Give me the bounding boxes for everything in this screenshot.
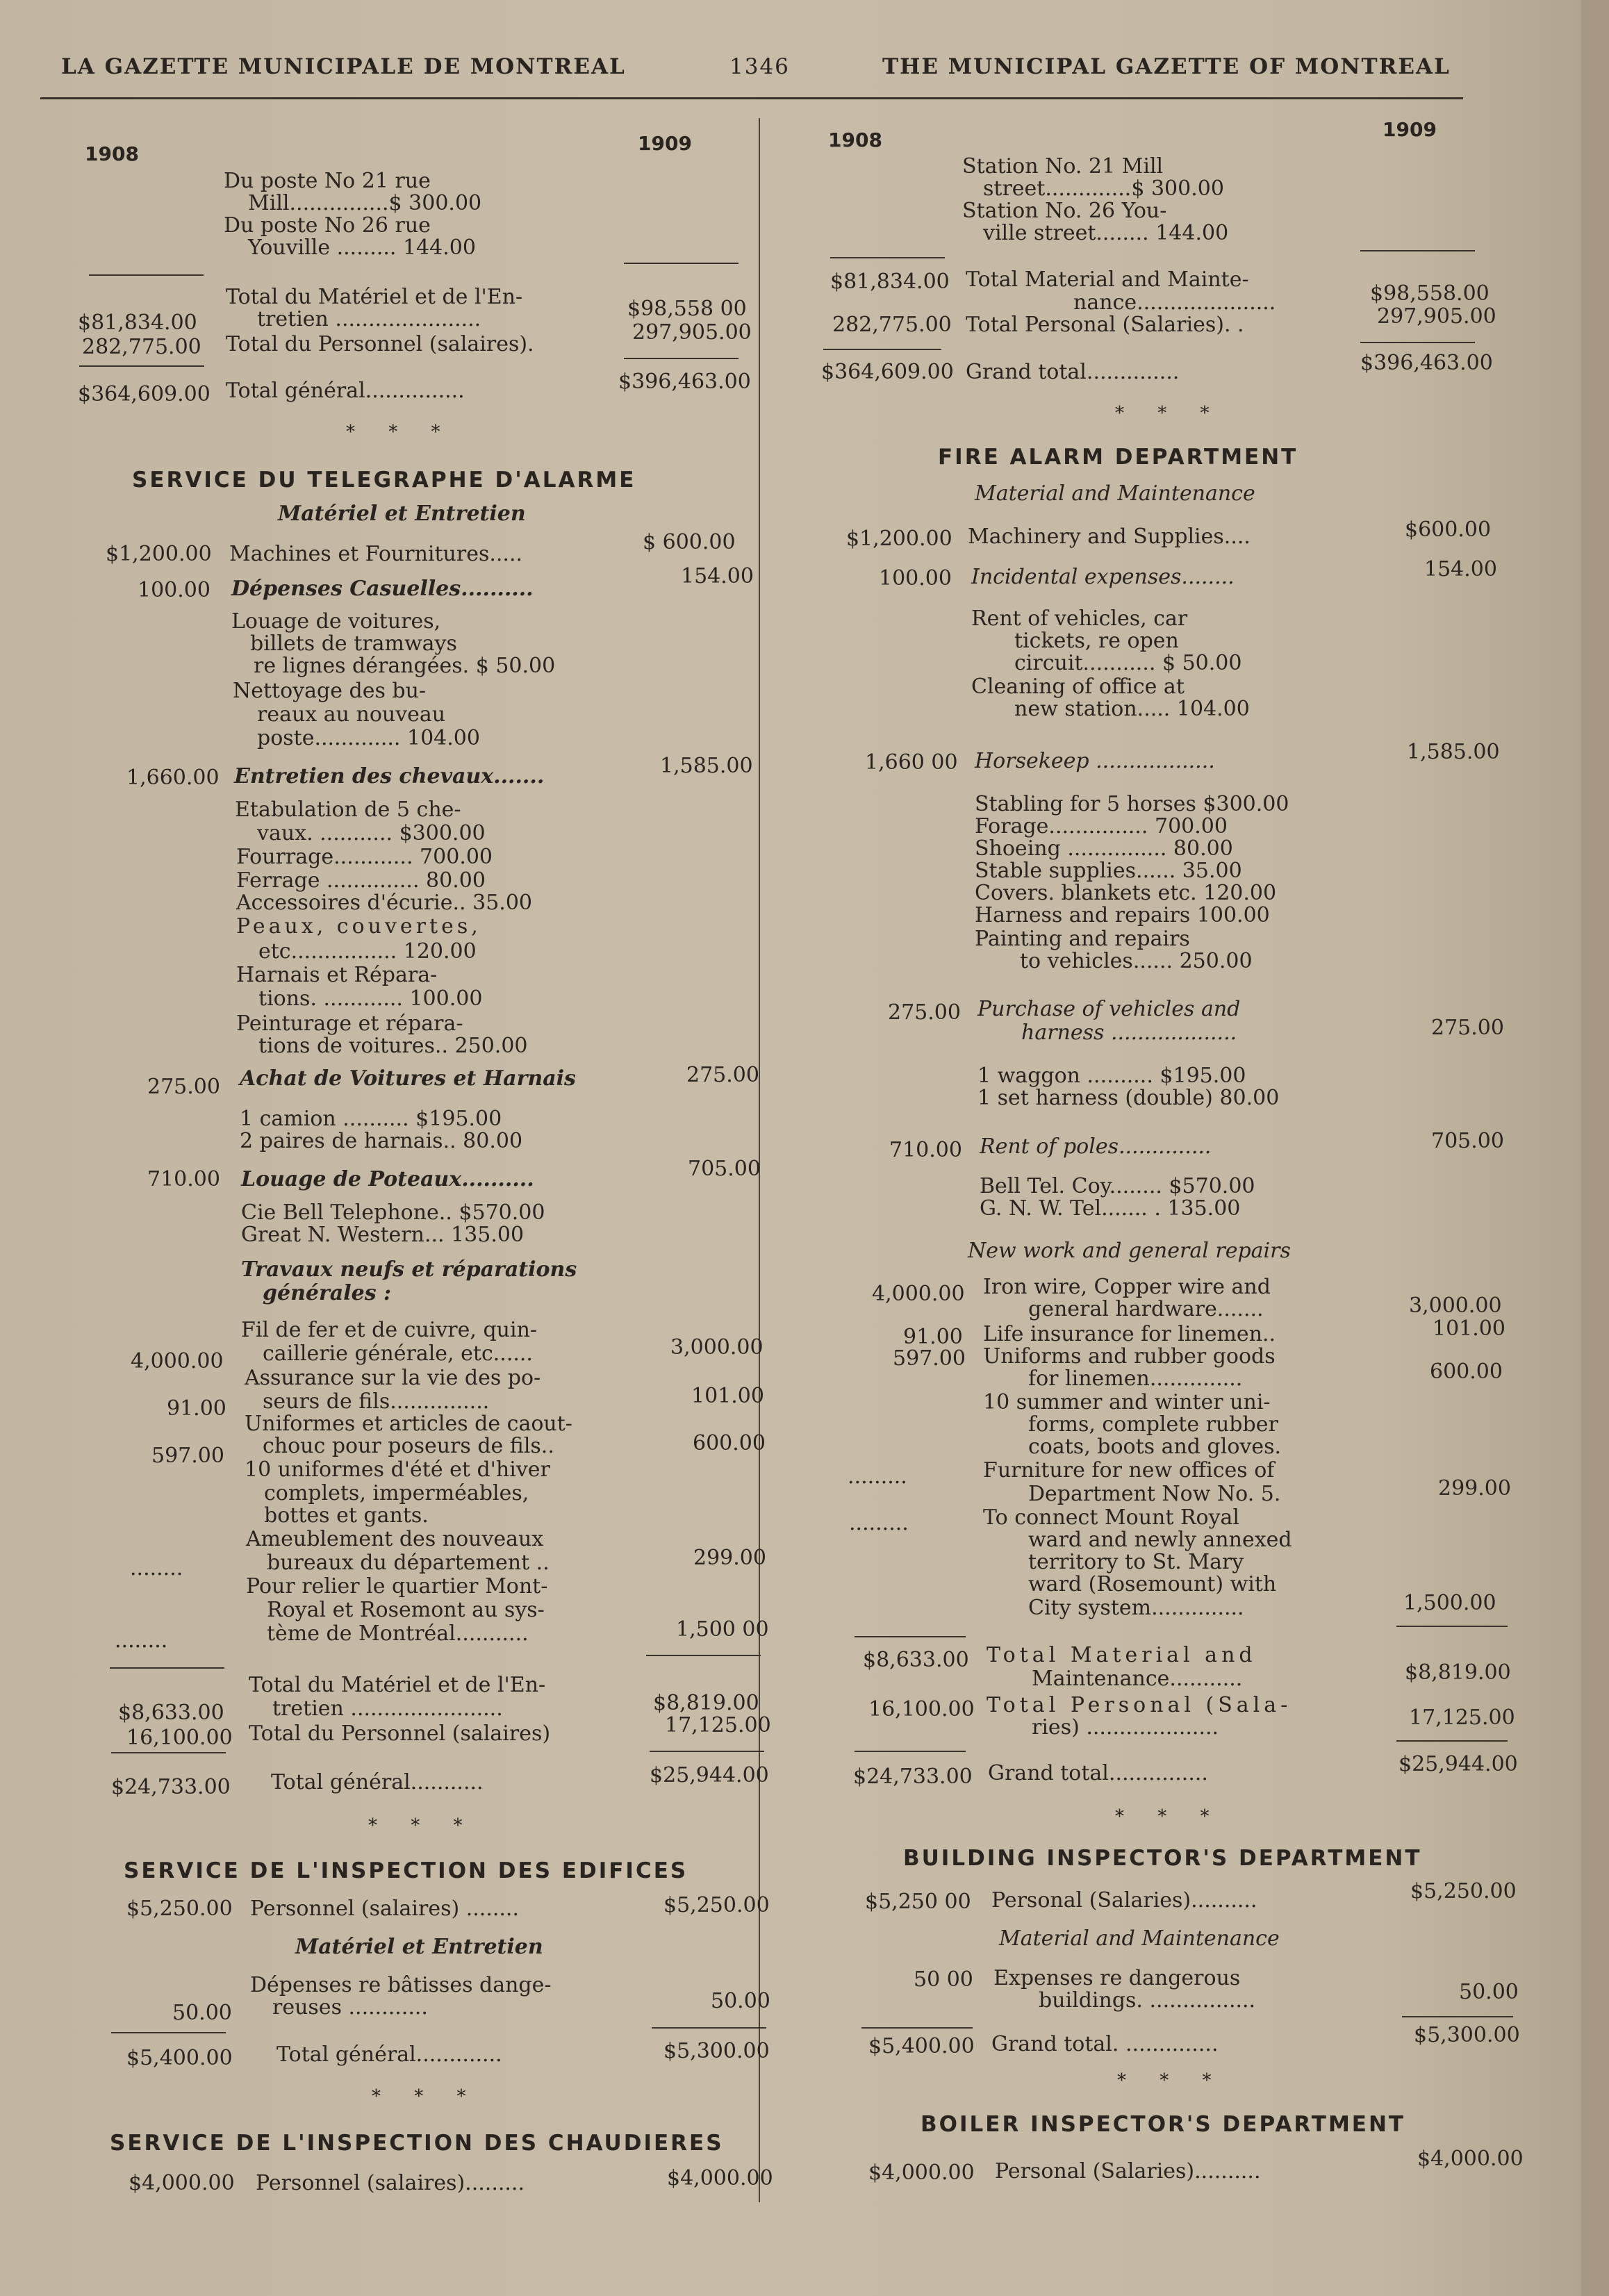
page-edge [1581,0,1609,2296]
text-line: Forage............... 700.00 [975,814,1228,839]
value-1908: 50 00 [914,1967,973,1992]
text-line: 1 camion .......... $195.00 [240,1107,502,1131]
text-line: Total Material and Mainte- [966,267,1249,292]
value-1908: $1,200.00 [106,542,212,566]
value-1909: 3,000.00 [1409,1294,1502,1318]
text-line: Machinery and Supplies.... [968,525,1251,549]
text-line: Shoeing ............... 80.00 [975,836,1233,861]
text-line: ville street........ 144.00 [983,221,1229,245]
value-1908: 4,000.00 [131,1349,224,1373]
text-line: Cleaning of office at [971,675,1185,699]
text-line: for linemen.............. [1028,1366,1243,1391]
text-line: Uniforms and rubber goods [983,1344,1276,1369]
text-line: Uniformes et articles de caout- [245,1412,572,1436]
text-line: Personnel (salaires) ........ [250,1897,519,1921]
value-1908: ......... [849,1511,909,1535]
text-line: Assurance sur la vie des po- [245,1366,541,1390]
value-1908: 4,000.00 [872,1282,965,1306]
text-line: Accessoires d'écurie.. 35.00 [236,891,533,915]
subsection-title: Material and Maintenance [999,1926,1280,1951]
text-line: ward (Rosemount) with [1028,1572,1277,1596]
subsection-title: Matériel et Entretien [278,502,526,526]
total-rule [650,1751,764,1752]
text-line: Horsekeep .................. [975,749,1215,773]
total-rule [1360,250,1475,251]
text-line: Grand total.............. [966,360,1180,384]
text-line: tickets, re open [1014,629,1179,653]
text-line: re lignes dérangées. $ 50.00 [254,654,556,678]
total-rule [624,358,739,359]
total-rule [111,1752,226,1753]
value-1909: $98,558.00 [1370,281,1490,306]
value-1909: $600.00 [1405,518,1492,542]
value-1908: 91.00 [903,1325,963,1349]
text-line: Dépenses Casuelles.......... [231,577,534,601]
text-line: Rent of poles.............. [980,1134,1212,1159]
value-1909: 1,585.00 [1407,740,1500,764]
text-line: Youville ......... 144.00 [248,236,476,260]
separator-stars: * * * [372,2086,480,2107]
text-line: Royal et Rosemont au sys- [267,1598,545,1622]
value-1908: 282,775.00 [832,313,952,337]
subsection-title: New work and general repairs [968,1239,1291,1263]
text-line: Louage de voitures, [231,609,441,634]
text-line: Pour relier le quartier Mont- [246,1574,548,1599]
text-line: buildings. ................ [1039,1988,1256,2013]
value-1908: $24,733.00 [853,1765,973,1789]
text-line: nance..................... [1073,290,1276,315]
text-line: Machines et Fournitures..... [229,542,523,566]
text-line: territory to St. Mary [1028,1550,1244,1574]
section-title: SERVICE DE L'INSPECTION DES CHAUDIERES [110,2131,724,2156]
total-rule [1396,1626,1508,1627]
separator-stars: * * * [1115,403,1223,424]
total-rule [111,2032,226,2033]
value-1908: 100.00 [879,566,952,590]
text-line: Stabling for 5 horses $300.00 [975,792,1289,816]
value-1908: 282,775.00 [82,335,201,359]
text-line: Covers. blankets etc. 120.00 [975,881,1277,905]
text-line: reaux au nouveau [257,702,446,727]
total-rule [624,263,739,264]
text-line: Bell Tel. Coy........ $570.00 [980,1174,1255,1198]
value-1909: 705.00 [688,1157,761,1181]
value-1909: $98,558 00 [627,297,747,321]
value-1908: $24,733.00 [111,1775,231,1799]
total-rule [861,2027,973,2029]
text-line: Department Now No. 5. [1028,1482,1281,1506]
text-line: ward and newly annexed [1028,1528,1292,1552]
value-1909: 17,125.00 [1409,1706,1515,1730]
value-1908: 597.00 [151,1444,224,1468]
text-line: Dépenses re bâtisses dange- [250,1973,552,1997]
total-rule [652,2027,766,2029]
value-1908: $5,250.00 [126,1897,233,1921]
value-1908: $8,633.00 [863,1648,969,1672]
year-1909-label: 1909 [638,132,692,155]
subsection-title: générales : [263,1281,392,1305]
text-line: Total du Matériel et de l'En- [226,285,523,309]
value-1909: $5,300.00 [663,2039,770,2063]
year-1909-label: 1909 [1383,118,1437,141]
value-1909: 50.00 [711,1989,770,2013]
value-1908: 1,660 00 [865,750,958,775]
text-line: circuit........... $ 50.00 [1014,651,1242,675]
value-1909: $5,300.00 [1414,2023,1520,2047]
text-line: 1 set harness (double) 80.00 [977,1086,1280,1110]
text-line: Personal (Salaries).......... [995,2159,1261,2183]
text-line: tions. ............ 100.00 [258,986,483,1011]
text-line: City system.............. [1028,1596,1244,1620]
section-title: FIRE ALARM DEPARTMENT [938,445,1298,470]
text-line: Du poste No 21 rue [224,169,431,193]
separator-stars: * * * [346,422,454,443]
value-1908: $1,200.00 [846,527,952,551]
text-line: vaux. ........... $300.00 [257,821,486,845]
text-line: Iron wire, Copper wire and [983,1275,1271,1299]
value-1909: 17,125.00 [665,1713,771,1737]
text-line: Total général........... [271,1770,484,1794]
text-line: Fil de fer et de cuivre, quin- [241,1318,538,1342]
text-line: reuses ............ [272,1995,428,2020]
total-rule [823,349,941,350]
text-line: tretien ...................... [257,307,481,331]
text-line: complets, imperméables, [264,1481,529,1505]
subsection-title: Matériel et Entretien [295,1935,543,1959]
total-rule [646,1655,761,1656]
text-line: etc................ 120.00 [258,939,477,964]
value-1909: $ 600.00 [643,530,736,554]
text-line: Station No. 26 You- [962,199,1167,223]
value-1909: 1,585.00 [660,754,753,778]
text-line: Total général............. [277,2042,502,2067]
text-line: Peaux, couvertes, [236,914,481,939]
total-rule [1396,1740,1508,1742]
value-1908: ......... [848,1464,907,1489]
value-1909: $8,819.00 [1405,1660,1511,1685]
text-line: new station..... 104.00 [1014,697,1250,721]
value-1908: $4,000.00 [129,2171,235,2195]
total-rule [1402,2016,1513,2017]
value-1908: $81,834.00 [78,311,197,335]
text-line: Peinturage et répara- [236,1011,463,1036]
value-1909: $5,250.00 [1410,1879,1517,1903]
text-line: Total du Matériel et de l'En- [249,1673,546,1697]
value-1908: 1,660.00 [126,766,220,790]
text-line: Nettoyage des bu- [233,679,427,703]
text-line: tretien ....................... [272,1696,503,1721]
page-number: 1346 [729,54,790,79]
text-line: To connect Mount Royal [983,1505,1240,1530]
text-line: Expenses re dangerous [993,1966,1241,1990]
text-line: caillerie générale, etc...... [263,1341,533,1366]
text-line: 10 summer and winter uni- [983,1390,1271,1414]
header-rule [40,97,1463,99]
text-line: Purchase of vehicles and [977,997,1241,1021]
value-1908: $5,400.00 [126,2046,233,2070]
text-line: Stable supplies...... 35.00 [975,859,1242,883]
text-line: Painting and repairs [975,927,1190,951]
text-line: ries) .................... [1032,1715,1219,1740]
text-line: Personnel (salaires)......... [256,2171,525,2195]
value-1909: $396,463.00 [618,370,751,394]
value-1908: 710.00 [147,1167,220,1191]
text-line: tions de voitures.. 250.00 [258,1034,528,1058]
text-line: Personal (Salaries).......... [991,1888,1257,1913]
text-line: Ferrage .............. 80.00 [236,868,486,893]
value-1908: $364,609.00 [821,360,954,384]
text-line: bureaux du département .. [267,1551,550,1575]
value-1908: 597.00 [893,1346,966,1371]
value-1908: 91.00 [167,1396,226,1421]
text-line: Total Personal (Sala- [987,1693,1292,1717]
value-1908: 275.00 [888,1000,961,1025]
text-line: G. N. W. Tel....... . 135.00 [980,1196,1241,1221]
section-title: BUILDING INSPECTOR'S DEPARTMENT [903,1846,1422,1871]
text-line: Cie Bell Telephone.. $570.00 [241,1200,545,1225]
total-rule [79,365,204,367]
text-line: Station No. 21 Mill [962,154,1164,179]
total-rule [830,257,945,258]
text-line: Harnais et Répara- [236,963,438,987]
text-line: Grand total. .............. [991,2032,1219,2056]
text-line: 1 waggon .......... $195.00 [977,1064,1246,1088]
total-rule [855,1751,966,1752]
year-1908-label: 1908 [85,142,139,165]
text-line: Louage de Poteaux.......... [241,1167,534,1191]
value-1908: $364,609.00 [78,382,211,406]
total-rule [855,1636,966,1637]
subsection-title: Material and Maintenance [975,481,1255,506]
value-1908: 710.00 [889,1138,962,1162]
text-line: Mill...............$ 300.00 [248,191,482,215]
value-1909: $8,819.00 [653,1691,759,1715]
text-line: Furniture for new offices of [983,1458,1275,1483]
section-title: SERVICE DE L'INSPECTION DES EDIFICES [124,1858,688,1883]
header-english-title: THE MUNICIPAL GAZETTE OF MONTREAL [882,54,1451,79]
text-line: Total du Personnel (salaires) [249,1721,551,1746]
total-rule [110,1667,224,1669]
value-1908: $5,400.00 [868,2034,975,2058]
text-line: Total général............... [226,379,465,403]
value-1908: ........ [130,1556,183,1580]
separator-stars: * * * [1117,2070,1226,2091]
value-1908: 275.00 [147,1075,220,1099]
text-line: tème de Montréal........... [267,1621,529,1646]
text-line: Total Material and [987,1643,1257,1667]
text-line: street.............$ 300.00 [983,176,1224,201]
text-line: Grand total............... [988,1761,1208,1785]
value-1908: $4,000.00 [868,2161,975,2185]
text-line: Total Personal (Salaries). . [966,313,1244,337]
total-rule [1360,342,1475,343]
text-line: Maintenance........... [1032,1667,1243,1691]
text-line: Entretien des chevaux....... [234,764,545,788]
value-1908: 50.00 [172,2001,232,2025]
text-line: Incidental expenses........ [971,565,1235,589]
text-line: Du poste No 26 rue [224,213,431,238]
text-line: bottes et gants. [264,1503,429,1528]
value-1909: 299.00 [693,1546,766,1570]
text-line: Etabulation de 5 che- [235,798,461,822]
value-1909: 154.00 [1424,557,1497,581]
text-line: poste............. 104.00 [257,726,480,750]
value-1908: 16,100.00 [126,1726,233,1750]
value-1909: 297,905.00 [632,320,752,345]
text-line: chouc pour poseurs de fils.. [263,1434,554,1458]
value-1908: 16,100.00 [868,1697,975,1721]
value-1909: 275.00 [686,1063,759,1087]
text-line: general hardware....... [1028,1297,1264,1321]
value-1908: $8,633.00 [118,1701,224,1725]
value-1909: 600.00 [693,1431,766,1455]
value-1909: 299.00 [1438,1476,1511,1501]
value-1909: 154.00 [681,564,754,588]
text-line: coats, boots and gloves. [1028,1435,1282,1459]
text-line: billets de tramways [250,631,457,656]
value-1909: 1,500 00 [676,1617,769,1642]
value-1909: 297,905.00 [1377,304,1496,329]
value-1909: 3,000.00 [670,1335,764,1360]
text-line: Achat de Voitures et Harnais [240,1066,576,1091]
text-line: Harness and repairs 100.00 [975,903,1270,927]
separator-stars: * * * [1115,1806,1223,1827]
text-line: Ameublement des nouveaux [246,1527,544,1551]
text-line: seurs de fils............... [263,1389,490,1414]
value-1909: $5,250.00 [663,1893,770,1917]
value-1909: 275.00 [1431,1016,1504,1040]
text-line: Total du Personnel (salaires). [226,332,534,356]
value-1908: $81,834.00 [830,270,950,294]
text-line: Rent of vehicles, car [971,606,1188,631]
header-french-title: LA GAZETTE MUNICIPALE DE MONTREAL [61,54,626,79]
total-rule [89,274,204,276]
text-line: 2 paires de harnais.. 80.00 [240,1129,523,1153]
value-1909: $4,000.00 [667,2166,773,2190]
value-1909: 101.00 [691,1384,764,1408]
text-line: 10 uniformes d'été et d'hiver [245,1457,550,1482]
text-line: Life insurance for linemen.. [983,1322,1276,1346]
text-line: Fourrage............ 700.00 [236,845,493,869]
value-1909: $25,944.00 [1398,1752,1518,1776]
value-1908: 100.00 [138,578,211,602]
text-line: to vehicles...... 250.00 [1020,949,1253,973]
subsection-title: Travaux neufs et réparations [241,1257,577,1282]
value-1908: ........ [115,1628,168,1653]
section-title: BOILER INSPECTOR'S DEPARTMENT [921,2112,1406,2137]
text-line: harness ................... [1021,1021,1237,1045]
value-1909: 50.00 [1459,1980,1519,2004]
value-1909: $4,000.00 [1417,2147,1524,2171]
value-1909: 705.00 [1431,1129,1504,1153]
value-1909: 101.00 [1433,1316,1505,1341]
year-1908-label: 1908 [828,129,882,151]
section-title: SERVICE DU TELEGRAPHE D'ALARME [132,468,636,493]
separator-stars: * * * [368,1815,477,1836]
text-line: forms, complete rubber [1028,1412,1278,1437]
value-1909: 1,500.00 [1403,1591,1496,1615]
value-1909: 600.00 [1430,1360,1503,1384]
value-1909: $25,944.00 [650,1763,769,1787]
text-line: Great N. Western... 135.00 [241,1223,525,1247]
value-1909: $396,463.00 [1360,351,1493,375]
value-1908: $5,250 00 [865,1890,971,1914]
